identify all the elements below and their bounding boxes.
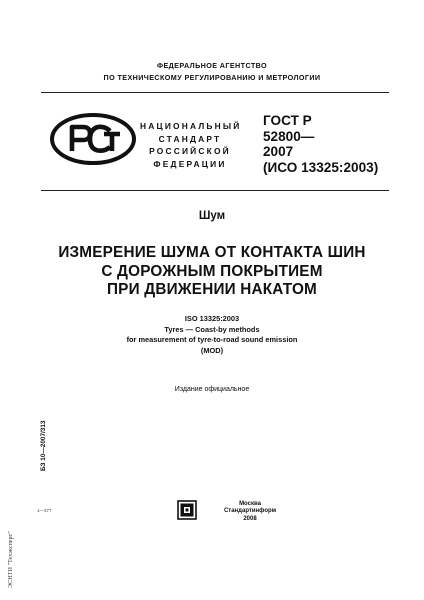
iso-title-line: for measurement of tyre-to-road sound emission xyxy=(126,335,298,345)
iso-title-line: Tyres — Coast-by methods xyxy=(164,324,260,334)
edition-label: Издание официальное xyxy=(174,386,250,393)
iso-reference xyxy=(0,314,424,356)
national-standard-line: РОССИЙСКОЙ xyxy=(149,146,231,157)
publisher-block xyxy=(210,501,290,523)
title-line: С ДОРОЖНЫМ ПОКРЫТИЕМ xyxy=(101,262,323,280)
document-title xyxy=(0,244,424,300)
national-standard-label xyxy=(140,120,240,170)
national-standard-line: ФЕДЕРАЦИИ xyxy=(153,158,227,169)
document-topic: Шум xyxy=(198,210,226,222)
iso-modification: (MOD) xyxy=(200,345,224,355)
designation-line: 52800— xyxy=(263,128,315,144)
bottom-divider xyxy=(41,190,389,191)
iso-number: ISO 13325:2003 xyxy=(184,314,240,323)
national-standard-line: СТАНДАРТ xyxy=(158,133,222,144)
title-line: ПРИ ДВИЖЕНИИ НАКАТОМ xyxy=(106,281,317,298)
national-standard-line: НАЦИОНАЛЬНЫЙ xyxy=(140,121,242,131)
standard-designation xyxy=(263,113,378,175)
designation-line: (ИСО 13325:2003) xyxy=(263,159,379,175)
corner-number: 1—377 xyxy=(37,508,52,513)
agency-name-line2: ПО ТЕХНИЧЕСКОМУ РЕГУЛИРОВАНИЮ И МЕТРОЛОГИИ xyxy=(103,73,321,82)
top-divider xyxy=(41,92,389,93)
rst-emblem-icon xyxy=(50,113,136,165)
publisher-year: 2008 xyxy=(243,515,257,522)
agency-name-line1: ФЕДЕРАЛЬНОЕ АГЕНТСТВО xyxy=(156,61,268,70)
side-stamp: ЭСНТИ "Техэксперт" xyxy=(7,531,14,588)
side-code: БЗ 10—2007/313 xyxy=(40,420,47,471)
designation-line: ГОСТ Р xyxy=(263,113,312,128)
title-line: ИЗМЕРЕНИЕ ШУМА ОТ КОНТАКТА ШИН xyxy=(58,244,366,261)
publisher-name: Стандартинформ xyxy=(223,508,277,515)
publisher-city: Москва xyxy=(239,501,261,507)
designation-line: 2007 xyxy=(263,144,294,159)
publisher-logo-icon xyxy=(177,500,197,520)
